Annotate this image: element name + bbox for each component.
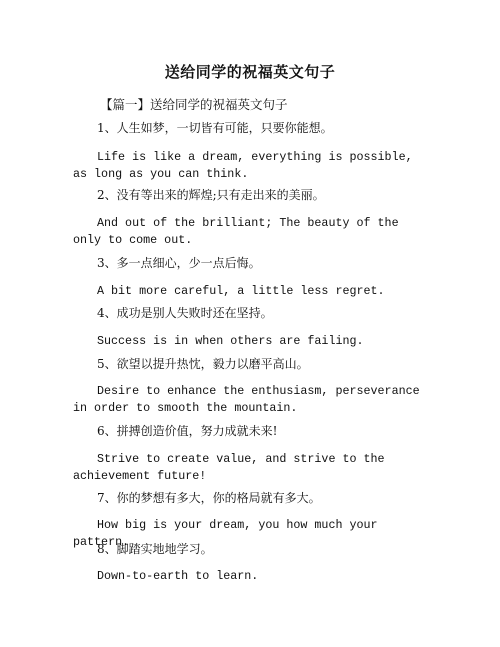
item-5-chinese: 5、欲望以提升热忱，毅力以磨平高山。	[97, 357, 309, 371]
item-1-english: Life is like a dream, everything is possible, as long as you can think.	[73, 150, 413, 181]
item-3-chinese: 3、多一点细心，少一点后悔。	[97, 256, 261, 270]
item-7-chinese: 7、你的梦想有多大，你的格局就有多大。	[97, 491, 321, 505]
document-title: 送给同学的祝福英文句子	[164, 63, 336, 81]
item-4-english: Success is in when others are failing.	[97, 334, 364, 348]
item-3-english: A bit more careful, a little less regret.	[97, 284, 385, 298]
item-8-chinese: 8、脚踏实地地学习。	[97, 542, 213, 556]
item-5-english: Desire to enhance the enthusiasm, perseverance in order to smooth the mountain.	[73, 384, 420, 415]
item-2-chinese: 2、没有等出来的辉煌;只有走出来的美丽。	[97, 188, 325, 202]
item-6-english: Strive to create value, and strive to the achievement future!	[73, 452, 385, 483]
item-4-chinese: 4、成功是别人失败时还在坚持。	[97, 306, 273, 320]
section-heading: 【篇一】送给同学的祝福英文句子	[100, 97, 288, 112]
item-2-english: And out of the brilliant; The beauty of the only to come out.	[73, 216, 399, 247]
item-1-chinese: 1、人生如梦，一切皆有可能，只要你能想。	[97, 121, 333, 135]
item-6-chinese: 6、拼搏创造价值，努力成就未来!	[97, 424, 278, 438]
item-8-english: Down-to-earth to learn.	[97, 569, 259, 583]
item-7-english: How big is your dream, you how much your pattern.	[73, 518, 378, 549]
